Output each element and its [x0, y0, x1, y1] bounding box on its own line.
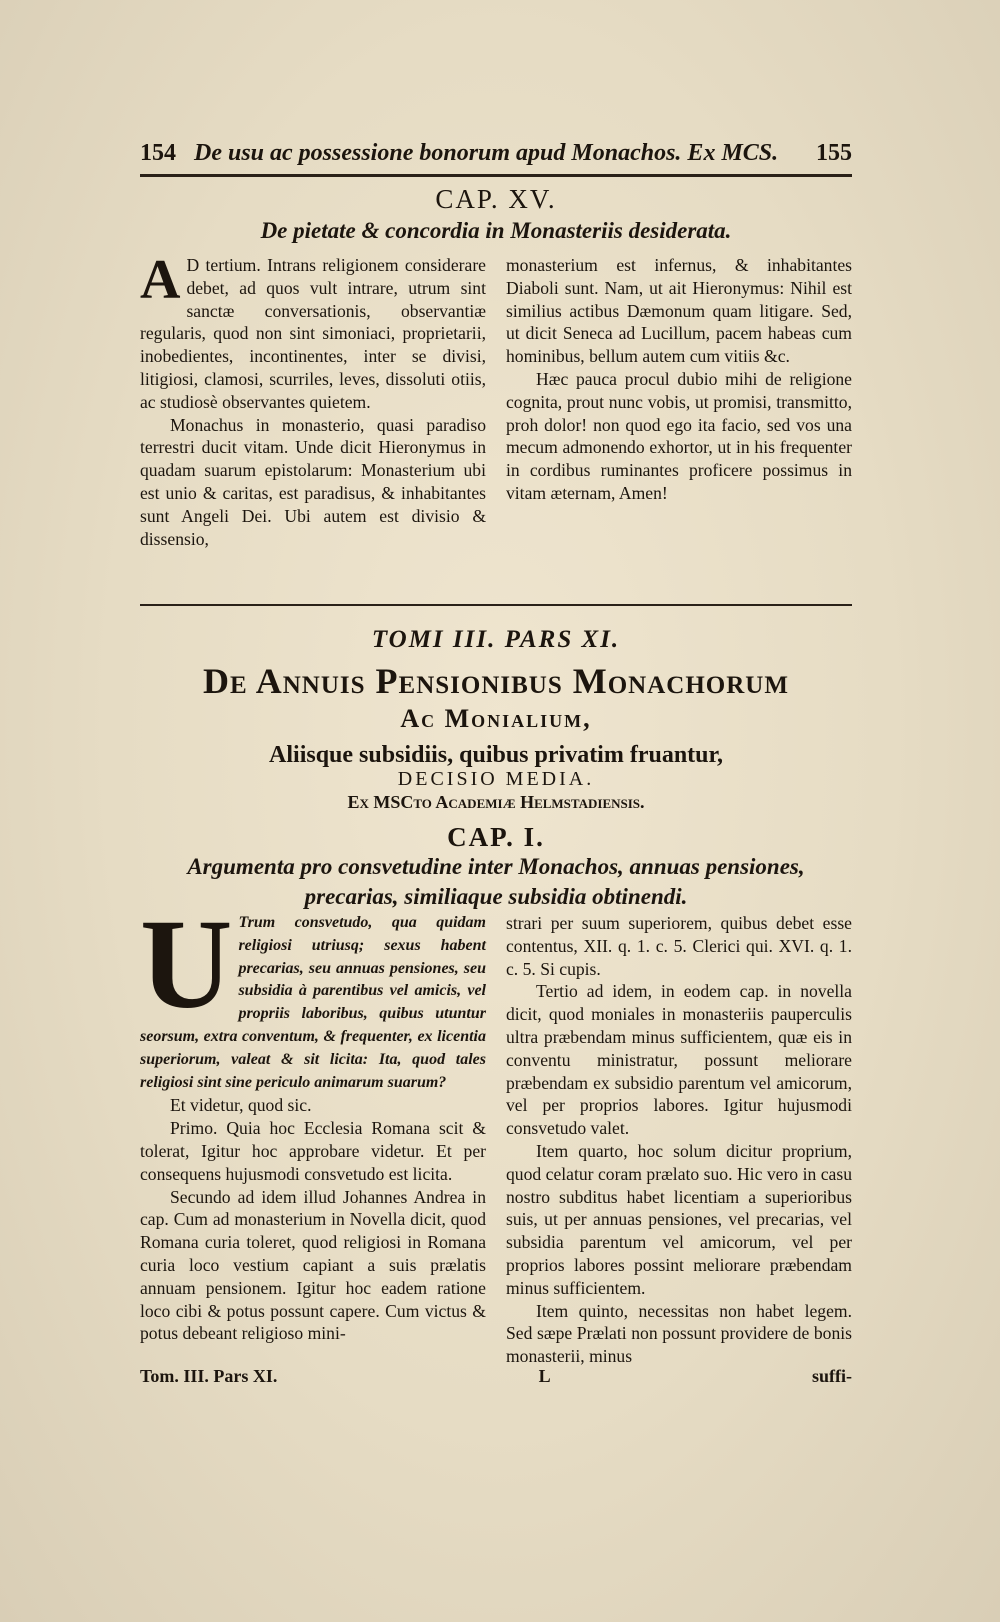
- decisio-heading: DECISIO MEDIA.: [397, 768, 595, 790]
- section2-question: Trum consvetudo, qua quidam religiosi utriusq; sexus habent precarias, seu annuas pensiones, seu subsidia à parentibus vel amicis, vel propriis laboribus, quibus utuntur seorsum, extra conventum, & frequenter, ex licentia superiorum, valeat & sit licita: Ita, quod tales religiosi sint sine periculo animarum suarum?: [140, 914, 486, 1091]
- chapter-heading-i: CAP. I.: [447, 822, 545, 852]
- gathering-letter: L: [538, 1366, 551, 1386]
- drop-cap-a: A: [140, 249, 181, 311]
- running-head: [140, 140, 852, 177]
- treatise-subtitle: Aliisque subsidiis, quibus privatim fruantur,: [269, 742, 723, 768]
- section2-right-paragraph-4: Item quinto, necessitas non habet legem. Sed sæpe Prælati non possunt providere de bonis monasterii, minus: [506, 1300, 852, 1367]
- drop-cap-u: U: [140, 893, 231, 1035]
- argument-title: Argumenta pro consvetudine inter Monachos, annuas pensiones, precarias, similiaque subsidia obtinendi.: [187, 854, 805, 909]
- section2-left-paragraph-3: Primo. Quia hoc Ecclesia Romana scit & tolerat, Igitur hoc approbare videtur. Et per consequens hujusmodi consvetudo est licita.: [140, 1118, 486, 1184]
- tome-heading: TOMI III. PARS XI.: [371, 626, 621, 653]
- page-footer: [140, 1366, 852, 1392]
- section2-right-column: [506, 912, 852, 1368]
- catchword: suffi-: [812, 1366, 852, 1386]
- section1-right-paragraph-1: monasterium est infernus, & inhabitantes Diaboli sunt. Nam, ut ait Hieronymus: Nihil est similius actibus Dæmonum quam litigare. Sed, ut dicit Seneca ad Lucillum, pacem habeas cum hominibus, bellum autem cum vitiis &c.: [506, 255, 852, 367]
- section2-right-paragraph-1: strari per suum superiorem, quibus debet esse contentus, XII. q. 1. c. 5. Clerici qui. XVI. q. 1. c. 5. Si cupis.: [506, 913, 852, 979]
- section2-right-paragraph-2: Tertio ad idem, in eodem cap. in novella dicit, quod moniales in monasteriis pauperculis ultra præbendam minus sufficientem, quæ eis in conventu ministratur, possunt meliorare præbendam ex subsidio parentum vel amicorum, vel per proprios labores. Igitur hujusmodi consvetudo valet.: [506, 981, 852, 1139]
- section2-columns: [140, 893, 852, 1368]
- page-number-left: 154: [140, 140, 176, 166]
- source-note: Ex MSCto Academiæ Helmstadiensis.: [347, 792, 645, 812]
- section2-right-paragraph-3: Item quarto, hoc solum dicitur proprium, quod celatur coram prælato suo. Hic vero in casu nostro subditus habet licentiam a superioribus suis, ut per annuas pensiones, vel precarias, vel subsidia parentum vel amicorum, vel per proprios labores possint meliorare præbendam minus sufficientem.: [506, 1140, 852, 1298]
- signature-mark: Tom. III. Pars XI.: [140, 1366, 278, 1386]
- section1-columns: [140, 249, 852, 550]
- section2-left-column: [140, 893, 486, 1368]
- section1-left-column: [140, 249, 486, 550]
- treatise-title: De Annuis Pensionibus Monachorum: [203, 661, 789, 701]
- section2-left-paragraph-2: Et videtur, quod sic.: [170, 1095, 312, 1116]
- chapter-heading-xv: CAP. XV.: [435, 184, 557, 214]
- section1-left-paragraph-1: D tertium. Intrans religionem considerare debet, ad quos vult intrare, utrum sint sanctæ conversationis, observantiæ regularis, quod non sint simoniaci, proprietarii, inobedientes, incontinentes, inter se divisi, litigiosi, clamosi, scurriles, leves, dissoluti otiis, ac studiosè observantes quietem.: [140, 255, 486, 412]
- section-divider: [140, 604, 852, 606]
- running-title: De usu ac possessione bonorum apud Monachos. Ex MCS.: [194, 140, 779, 166]
- section1-right-paragraph-2: Hæc pauca procul dubio mihi de religione cognita, prout nunc vobis, ut promisi, transmitto, proh dolor! non quod ego ita facio, sed vos una mecum admonendo exhortor, ut in his frequenter in cordibus ruminantes proficere possimus in vitam æternam, Amen!: [506, 368, 852, 503]
- section1-left-paragraph-2: Monachus in monasterio, quasi paradiso terrestri ducit vitam. Unde dicit Hieronymus in quadam suarum epistolarum: Monasterium ubi est unio & caritas, est paradisus, & inhabitantes sunt Angeli Dei. Ubi autem est divisio & dissensio,: [140, 414, 486, 549]
- section1-right-column: [506, 254, 852, 550]
- treatise-title-line-2: Ac Monialium,: [400, 704, 592, 733]
- section2-left-paragraph-4: Secundo ad idem illud Johannes Andrea in cap. Cum ad monasterium in Novella dicit, quod Romana curia toleret, quod religiosi in Romana curia loco vestium capiant a suis prælatis annuam pensionem. Igitur hoc eadem ratione loco cibi & potus possunt capere. Cum victus & potus debeant religioso mini-: [140, 1186, 486, 1344]
- page-number-right: 155: [816, 140, 852, 166]
- chapter-title-xv: De pietate & concordia in Monasteriis desiderata.: [260, 218, 732, 243]
